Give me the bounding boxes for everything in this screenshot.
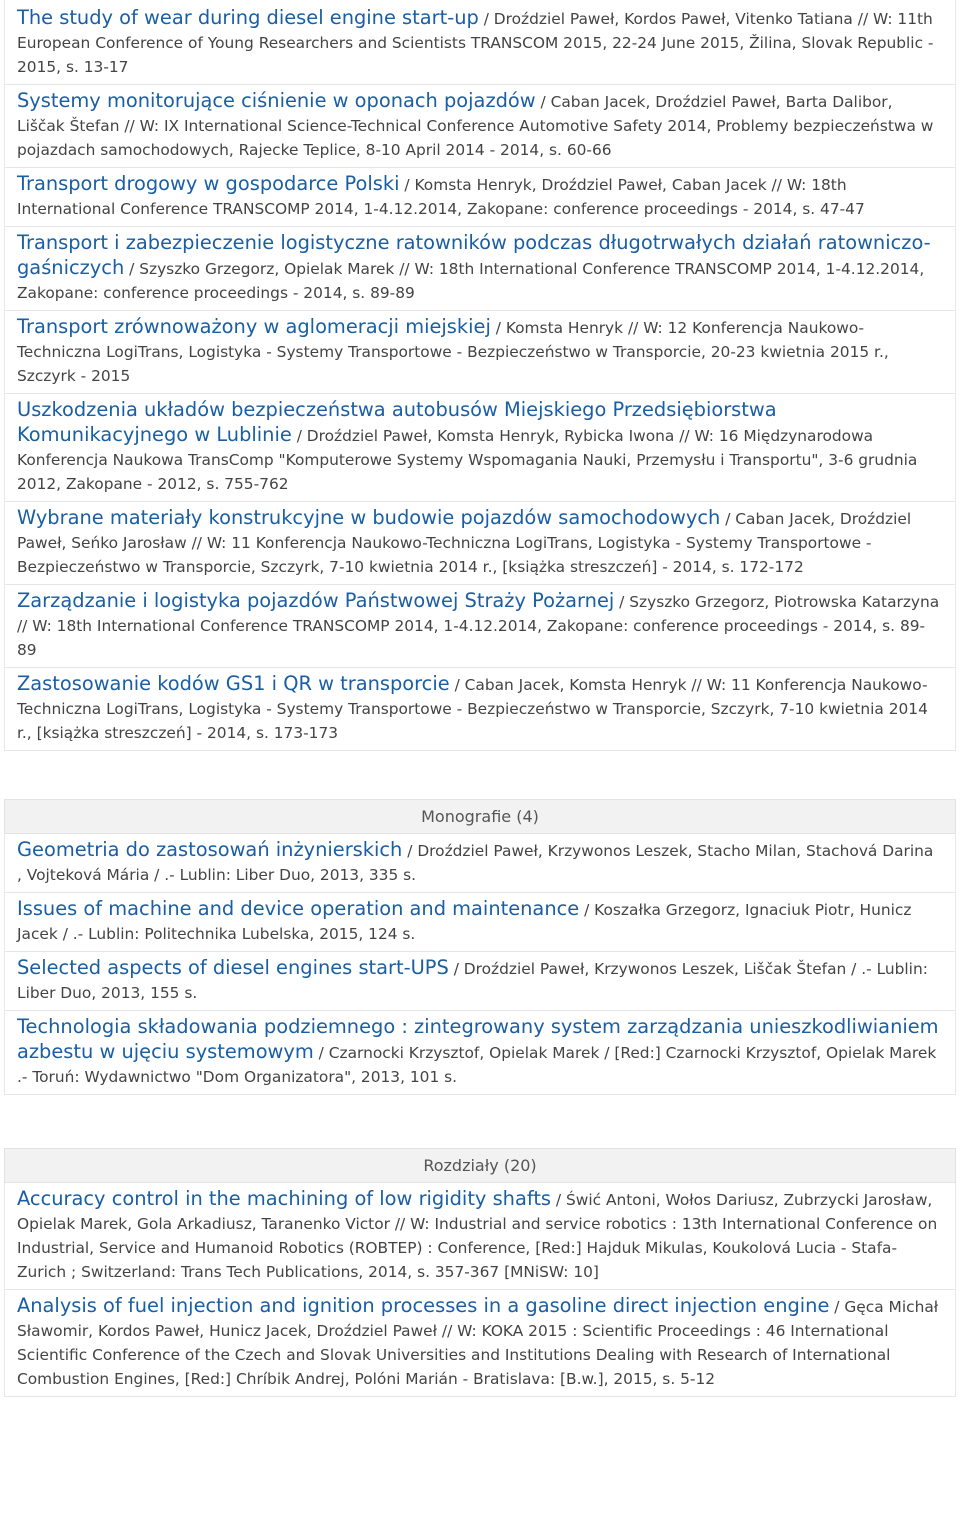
- publication-entry: [5, 0, 955, 85]
- publication-entry: [5, 311, 955, 394]
- publication-title-link[interactable]: Accuracy control in the machining of low rigidity shafts: [17, 1187, 552, 1210]
- publication-details: / Szyszko Grzegorz, Opielak Marek // W: 18th International Conference TRANSCOMP 2014, 1-4.12.2014, Zakopane: conference proceedings - 2014, s. 89-89: [17, 260, 925, 302]
- publication-title-link[interactable]: Technologia składowania podziemnego : zintegrowany system zarządzania unieszkodliwianiem azbestu w ujęciu systemowym: [17, 1015, 939, 1063]
- publication-entry: [5, 85, 955, 168]
- publication-title-link[interactable]: Transport zrównoważony w aglomeracji miejskiej: [17, 315, 491, 338]
- publication-entry: [5, 1290, 955, 1397]
- publication-details: / Caban Jacek, Droździel Paweł, Barta Dalibor, Liščak Štefan // W: IX International Science-Technical Conference Automotive Safety 2014, Problemy bezpieczeństwa w pojazdach samochodowych, Rajecke Teplice, 8-10 April 2014 - 2014, s. 60-66: [17, 93, 934, 159]
- publication-entry: [5, 1011, 955, 1095]
- publication-title-link[interactable]: Wybrane materiały konstrukcyjne w budowie pojazdów samochodowych: [17, 506, 721, 529]
- publication-title-link[interactable]: Transport drogowy w gospodarce Polski: [17, 172, 400, 195]
- publication-entry: [5, 394, 955, 502]
- publication-details: / Komsta Henryk // W: 12 Konferencja Naukowo-Techniczna LogiTrans, Logistyka - Systemy Transportowe - Bezpieczeństwo w Transporcie, 20-23 kwietnia 2015 r., Szczyrk - 2015: [17, 319, 889, 385]
- publication-details: / Droździel Paweł, Kordos Paweł, Vitenko Tatiana // W: 11th European Conference of Young Researchers and Scientists TRANSCOM 2015, 22-24 June 2015, Žilina, Slovak Republic - 2015, s. 13-17: [17, 10, 934, 76]
- monografie-list: [4, 834, 956, 1095]
- publication-entry: [5, 168, 955, 227]
- publication-title-link[interactable]: Systemy monitorujące ciśnienie w oponach pojazdów: [17, 89, 536, 112]
- publication-title-link[interactable]: Issues of machine and device operation and maintenance: [17, 897, 580, 920]
- section-spacer: [0, 751, 960, 799]
- publication-title-link[interactable]: Uszkodzenia układów bezpieczeństwa autobusów Miejskiego Przedsiębiorstwa Komunikacyjnego w Lublinie: [17, 398, 777, 446]
- publication-details: / Świć Antoni, Wołos Dariusz, Zubrzycki Jarosław, Opielak Marek, Gola Arkadiusz, Taranenko Victor // W: Industrial and service robotics : 13th International Conference on Industrial, Service and Humanoid Robotics (ROBTEP) : Conference, [Red:] Hajduk Mikulas, Koukolová Lucia - Stafa-Zurich ; Switzerland: Trans Tech Publications, 2014, s. 357-367 [MNiSW: 10]: [17, 1191, 938, 1281]
- publication-details: / Gęca Michał Sławomir, Kordos Paweł, Hunicz Jacek, Droździel Paweł // W: KOKA 2015 : Scientific Proceedings : 46 International Scientific Conference of the Czech and Slovak Universities and Institutions Dealing with Research of International Combustion Engines, [Red:] Chríbik Andrej, Polóni Marián - Bratislava: [B.w.], 2015, s. 5-12: [17, 1298, 939, 1388]
- conference-papers-list: [4, 0, 956, 751]
- publication-details: / Droździel Paweł, Krzywonos Leszek, Liščak Štefan / .- Lublin: Liber Duo, 2013, 155 s.: [17, 960, 928, 1002]
- publication-title-link[interactable]: Geometria do zastosowań inżynierskich: [17, 838, 403, 861]
- section-spacer: [0, 1095, 960, 1148]
- publication-details: / Szyszko Grzegorz, Piotrowska Katarzyna // W: 18th International Conference TRANSCOMP 2014, 1-4.12.2014, Zakopane: conference proceedings - 2014, s. 89-89: [17, 593, 940, 659]
- publication-title-link[interactable]: Zarządzanie i logistyka pojazdów Państwowej Straży Pożarnej: [17, 589, 615, 612]
- section-header-rozdzialy: Rozdziały (20): [4, 1148, 956, 1183]
- publication-title-link[interactable]: Transport i zabezpieczenie logistyczne ratowników podczas długotrwałych działań ratowniczo-gaśniczych: [17, 231, 931, 279]
- publication-title-link[interactable]: Analysis of fuel injection and ignition processes in a gasoline direct injection engine: [17, 1294, 830, 1317]
- publication-details: / Droździel Paweł, Komsta Henryk, Rybicka Iwona // W: 16 Międzynarodowa Konferencja Naukowa TransComp "Komputerowe Systemy Wspomagania Nauki, Przemysłu i Transportu", 3-6 grudnia 2012, Zakopane - 2012, s. 755-762: [17, 427, 918, 493]
- publication-entry: [5, 834, 955, 893]
- publication-details: / Droździel Paweł, Krzywonos Leszek, Stacho Milan, Stachová Darina , Vojteková Mária / .- Lublin: Liber Duo, 2013, 335 s.: [17, 842, 934, 884]
- publication-title-link[interactable]: Zastosowanie kodów GS1 i QR w transporcie: [17, 672, 450, 695]
- publication-title-link[interactable]: Selected aspects of diesel engines start-UPS: [17, 956, 449, 979]
- section-header-monografie: Monografie (4): [4, 799, 956, 834]
- publication-details: / Caban Jacek, Komsta Henryk // W: 11 Konferencja Naukowo-Techniczna LogiTrans, Logistyka - Systemy Transportowe - Bezpieczeństwo w Transporcie, Szczyrk, 7-10 kwietnia 2014 r., [książka streszczeń] - 2014, s. 173-173: [17, 676, 928, 742]
- rozdzialy-list: [4, 1183, 956, 1397]
- publication-entry: [5, 952, 955, 1011]
- publication-details: / Komsta Henryk, Droździel Paweł, Caban Jacek // W: 18th International Conference TRANSCOMP 2014, 1-4.12.2014, Zakopane: conference proceedings - 2014, s. 47-47: [17, 176, 865, 218]
- publication-entry: [5, 1183, 955, 1290]
- publication-details: / Koszałka Grzegorz, Ignaciuk Piotr, Hunicz Jacek / .- Lublin: Politechnika Lubelska, 2015, 124 s.: [17, 901, 912, 943]
- publication-details: / Caban Jacek, Droździel Paweł, Seńko Jarosław // W: 11 Konferencja Naukowo-Techniczna LogiTrans, Logistyka - Systemy Transportowe - Bezpieczeństwo w Transporcie, Szczyrk, 7-10 kwietnia 2014 r., [książka streszczeń] - 2014, s. 172-172: [17, 510, 912, 576]
- publication-details: / Czarnocki Krzysztof, Opielak Marek / [Red:] Czarnocki Krzysztof, Opielak Marek .- Toruń: Wydawnictwo "Dom Organizatora", 2013, 101 s.: [17, 1044, 937, 1086]
- publication-entry: [5, 502, 955, 585]
- publication-entry: [5, 893, 955, 952]
- publication-entry: [5, 227, 955, 311]
- publication-title-link[interactable]: The study of wear during diesel engine start-up: [17, 6, 479, 29]
- publication-entry: [5, 585, 955, 668]
- publication-entry: [5, 668, 955, 751]
